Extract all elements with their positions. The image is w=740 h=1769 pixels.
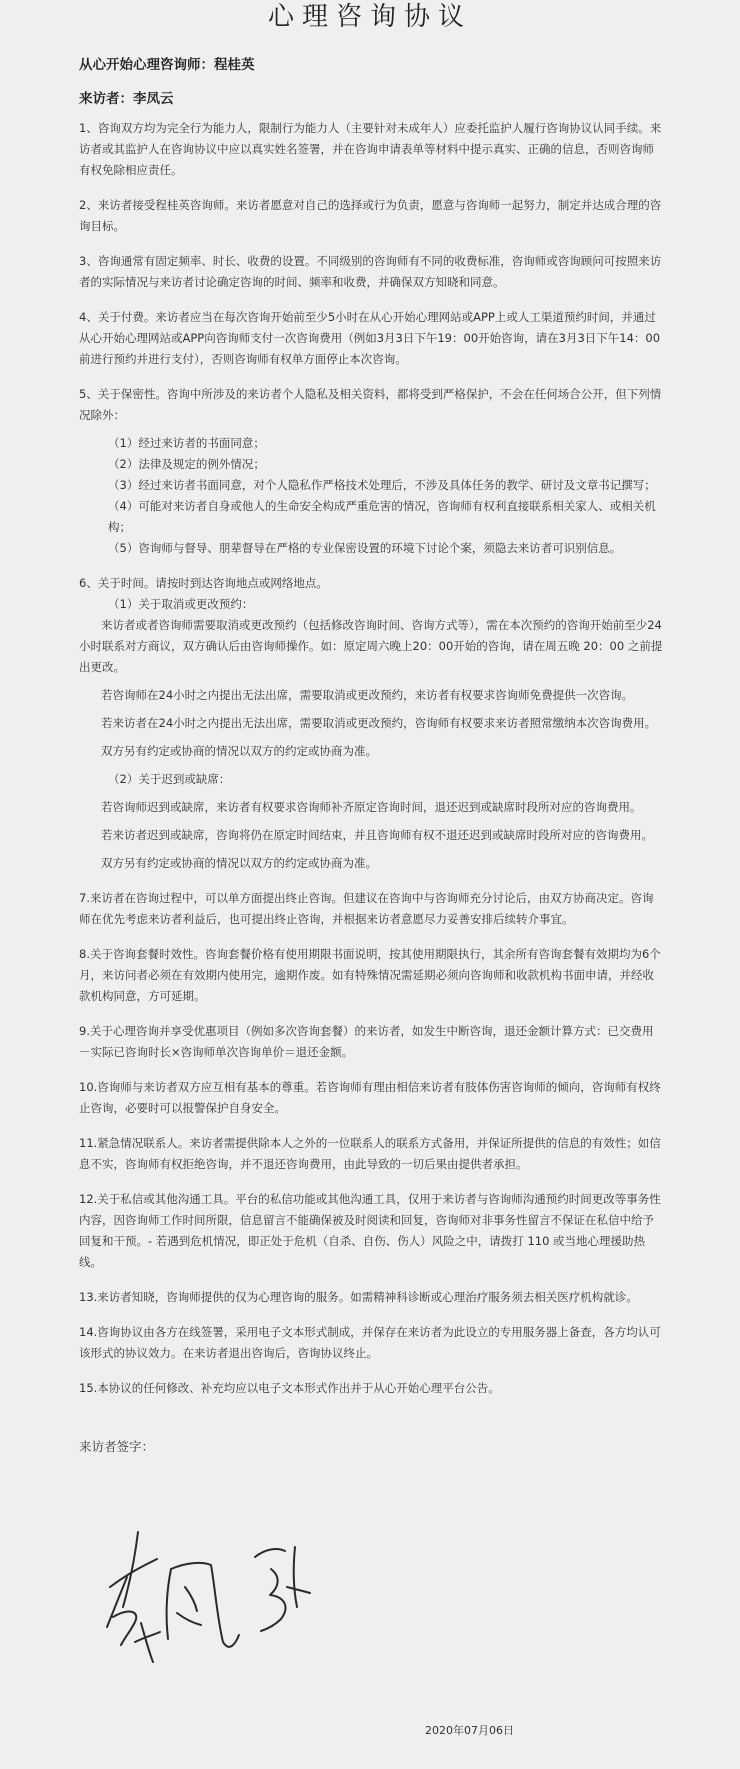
clause-5-item: （4）可能对来访者自身或他人的生命安全构成严重危害的情况，咨询师有权利直接联系相关家人、或相关机构；: [108, 499, 656, 534]
clause-12: 12.关于私信或其他沟通工具。平台的私信功能或其他沟通工具，仅用于来访者与咨询师沟通预约时间更改等事务性内容，因咨询师工作时间所限，信息留言不能确保被及时阅读和回复，咨询师对非事务性留言不保证在私信中给予回复和干预。- 若遇到危机情况，即正处于危机（自杀、自伤、伤人）风险之中，请拨打 110 或当地心理援助热线。: [79, 1192, 661, 1269]
clause-5-item: （3）经过来访者书面同意，对个人隐私作严格技术处理后，不涉及具体任务的教学、研讨及文章书记撰写；: [108, 478, 656, 492]
clause-13: 13.来访者知晓，咨询师提供的仅为心理咨询的服务。如需精神科诊断或心理治疗服务须去相关医疗机构就诊。: [79, 1290, 638, 1304]
signature-label: 来访者签字：: [79, 1439, 155, 1454]
clause-15: 15.本协议的任何修改、补充均应以电子文本形式作出并于从心开始心理平台公告。: [79, 1381, 500, 1395]
clause-14: 14.咨询协议由各方在线签署，采用电子文本形式制成，并保存在来访者为此设立的专用服务器上备查，各方均认可该形式的协议效力。在来访者退出咨询后，咨询协议终止。: [79, 1325, 661, 1360]
clause-7: 7.来访者在咨询过程中，可以单方面提出终止咨询。但建议在咨询中与咨询师充分讨论后，由双方协商决定。咨询师在优先考虑来访者利益后，也可提出终止咨询，并根据来访者意愿尽力妥善安排后续转介事宜。: [79, 891, 654, 926]
counselor-line: 从心开始心理咨询师：程桂英: [79, 57, 255, 73]
clause-6-subheading: （1）关于取消或更改预约：: [108, 597, 254, 611]
clause-list: [79, 118, 664, 1399]
signed-date: 2020年07月06日: [425, 1724, 514, 1737]
clause-9: 9.关于心理咨询并享受优惠项目（例如多次咨询套餐）的来访者，如发生中断咨询，退还金额计算方式：已交费用－实际已咨询时长×咨询师单次咨询单价＝退还金额。: [79, 1024, 654, 1059]
handwritten-signature: [105, 1527, 315, 1667]
clause-5-item: （1）经过来访者的书面同意；: [108, 436, 265, 450]
clause-4: 4、关于付费。来访者应当在每次咨询开始前至少5小时在从心开始心理网站或APP上或人工渠道预约时间，并通过从心开始心理网站或APP向咨询师支付一次咨询费用（例如3月3日下午19：00开始咨询，请在3月3日下午14：00前进行预约并进行支付），否则咨询师有权单方面停止本次咨询。: [79, 310, 661, 366]
clause-5-item: （5）咨询师与督导、朋辈督导在严格的专业保密设置的环境下讨论个案，须隐去来访者可识别信息。: [108, 541, 622, 555]
clause-1: 1、咨询双方均为完全行为能力人，限制行为能力人（主要针对未成年人）应委托监护人履行咨询协议认同手续。来访者或其监护人在咨询协议中应以真实姓名签署，并在咨询申请表单等材料中提示真实、正确的信息，否则咨询师有权免除相应责任。: [79, 121, 662, 177]
clause-2: 2、来访者接受程桂英咨询师。来访者愿意对自己的选择或行为负责，愿意与咨询师一起努力，制定并达成合理的咨询目标。: [79, 198, 662, 233]
clause-3: 3、咨询通常有固定频率、时长、收费的设置。不同级别的咨询师有不同的收费标准，咨询师或咨询顾问可按照来访者的实际情况与来访者讨论确定咨询的时间、频率和收费，并确保双方知晓和同意。: [79, 254, 662, 289]
clause-11: 11.紧急情况联系人。来访者需提供除本人之外的一位联系人的联系方式备用，并保证所提供的信息的有效性；如信息不实，咨询师有权拒绝咨询，并不退还咨询费用，由此导致的一切后果由提供者承担。: [79, 1136, 661, 1171]
clause-6-paragraph: 来访者或者咨询师需要取消或更改预约（包括修改咨询时间、咨询方式等），需在本次预约的咨询开始前至少24小时联系对方商议，双方确认后由咨询师操作。如：原定周六晚上20：00开始的咨询，请在周五晚 20：00 之前提出更改。: [79, 618, 663, 674]
clause-8: 8.关于咨询套餐时效性。咨询套餐价格有使用期限书面说明，按其使用期限执行，其余所有咨询套餐有效期均为6个月，来访问者必须在有效期内使用完，逾期作废。如有特殊情况需延期必须向咨询师和收款机构书面申请，并经收款机构同意，方可延期。: [79, 947, 661, 1003]
visitor-line: 来访者：李凤云: [79, 91, 174, 107]
clause-6-paragraph: 若咨询师迟到或缺席，来访者有权要求咨询师补齐原定咨询时间，退还迟到或缺席时段所对应的咨询费用。: [101, 800, 642, 814]
clause-6-paragraph: 双方另有约定或协商的情况以双方的约定或协商为准。: [101, 744, 377, 758]
clause-5-item: （2）法律及规定的例外情况；: [108, 457, 265, 471]
clause-6: 6、关于时间。请按时到达咨询地点或网络地点。: [79, 576, 328, 590]
clause-6-paragraph: 若来访者在24小时之内提出无法出席，需要取消或更改预约，咨询师有权要求来访者照常缴纳本次咨询费用。: [101, 716, 657, 730]
page-title: 心理咨询协议: [267, 2, 472, 32]
clause-10: 10.咨询师与来访者双方应互相有基本的尊重。若咨询师有理由相信来访者有肢体伤害咨询师的倾向，咨询师有权终止咨询，必要时可以报警保护自身安全。: [79, 1080, 661, 1115]
clause-6-paragraph: 若来访者迟到或缺席，咨询将仍在原定时间结束，并且咨询师有权不退还迟到或缺席时段所对应的咨询费用。: [101, 828, 653, 842]
clause-5: 5、关于保密性。咨询中所涉及的来访者个人隐私及相关资料，都将受到严格保护，不会在任何场合公开，但下列情况除外：: [79, 387, 662, 422]
clause-6-subheading: （2）关于迟到或缺席：: [108, 772, 231, 786]
clause-6-paragraph: 若咨询师在24小时之内提出无法出席，需要取消或更改预约，来访者有权要求咨询师免费提供一次咨询。: [101, 688, 634, 702]
clause-6-paragraph: 双方另有约定或协商的情况以双方的约定或协商为准。: [101, 856, 377, 870]
